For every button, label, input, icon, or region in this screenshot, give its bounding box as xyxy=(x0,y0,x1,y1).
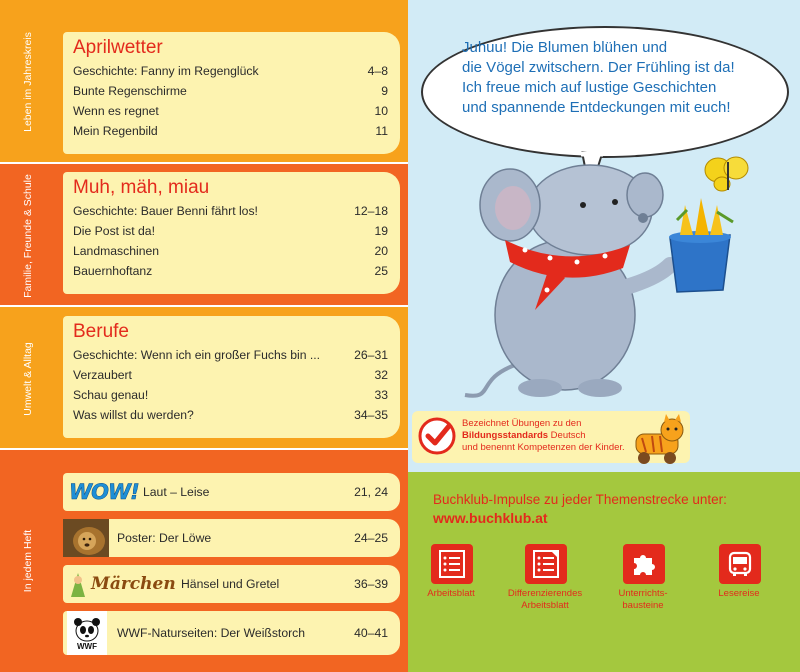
toc-row[interactable] xyxy=(63,101,400,121)
toc-pages: 26–31 xyxy=(354,348,388,362)
toc-label: Die Post ist da! xyxy=(73,224,155,238)
band-divider xyxy=(0,305,408,307)
extra-pages: 21, 24 xyxy=(354,485,388,499)
toc-row[interactable] xyxy=(63,365,400,385)
band-divider xyxy=(0,162,408,164)
extra-label: WWF-Naturseiten: Der Weißstorch xyxy=(117,626,306,640)
extra-label: Laut – Leise xyxy=(143,485,210,499)
section-title: Muh, mäh, miau xyxy=(73,177,210,198)
band-divider xyxy=(0,448,408,450)
band-label-familie: Familie, Freunde & Schule xyxy=(22,173,35,298)
lion-photo-icon xyxy=(63,519,109,557)
differentiated-worksheet-icon[interactable] xyxy=(525,544,567,584)
extra-item-wwf[interactable] xyxy=(63,611,400,655)
section-card-muh-maeh-miau[interactable] xyxy=(63,172,400,294)
toc-label: Was willst du werden? xyxy=(73,408,194,422)
toc-label: Wenn es regnet xyxy=(73,104,159,118)
tile-label-lesereise: Lesereise xyxy=(718,588,760,599)
toc-pages: 10 xyxy=(374,104,388,118)
band-label-jedem-heft: In jedem Heft xyxy=(22,529,35,593)
toc-label: Verzaubert xyxy=(73,368,132,382)
toc-label: Bauernhoftanz xyxy=(73,264,153,278)
toc-pages: 33 xyxy=(374,388,388,402)
toc-row[interactable] xyxy=(63,81,400,101)
toc-pages: 20 xyxy=(374,244,388,258)
extra-label: Hänsel und Gretel xyxy=(181,577,280,591)
section-card-berufe[interactable] xyxy=(63,316,400,438)
toc-row[interactable] xyxy=(63,405,400,425)
toc-row[interactable] xyxy=(63,261,400,281)
wwf-panda-logo-icon: WWF xyxy=(67,611,107,655)
toc-pages: 32 xyxy=(374,368,388,382)
tile-label-arbeitsblatt: Arbeitsblatt xyxy=(427,588,475,599)
extra-item-maerchen[interactable] xyxy=(63,565,400,603)
wow-logo-icon: WOW! xyxy=(69,480,139,504)
extra-pages: 36–39 xyxy=(354,577,388,591)
toc-label: Mein Regenbild xyxy=(73,124,158,138)
toc-row[interactable] xyxy=(63,241,400,261)
toc-row[interactable] xyxy=(63,385,400,405)
toc-label: Bunte Regenschirme xyxy=(73,84,187,98)
extra-pages: 40–41 xyxy=(354,626,388,640)
toc-pages: 11 xyxy=(375,124,388,138)
toc-label: Geschichte: Fanny im Regenglück xyxy=(73,64,259,78)
toc-row[interactable] xyxy=(63,61,400,81)
section-card-aprilwetter[interactable] xyxy=(63,32,400,154)
band-label-umwelt: Umwelt & Alltag xyxy=(22,341,34,416)
butterfly-illustration xyxy=(702,152,754,196)
toc-label: Geschichte: Bauer Benni fährt los! xyxy=(73,204,258,218)
toc-pages: 34–35 xyxy=(354,408,388,422)
checkmark-badge-icon xyxy=(417,416,457,456)
impulse-title: Buchklub-Impulse zu jeder Themenstrecke unter: xyxy=(433,492,727,507)
toc-row[interactable] xyxy=(63,221,400,241)
speech-bubble-text: Juhuu! Die Blumen blühen und die Vögel zwitschern. Der Frühling ist da! Ich freue mich auf lustige Geschichten und spannende Entdeckungen mit euch! xyxy=(462,39,735,116)
toc-label: Schau genau! xyxy=(73,388,149,402)
maerchen-logo-icon: Märchen xyxy=(63,569,181,599)
toc-label: Landmaschinen xyxy=(73,244,160,258)
puzzle-icon[interactable] xyxy=(623,544,665,584)
tile-label-unterrichtsbausteine: Unterrichts- bausteine xyxy=(618,588,668,611)
toc-row[interactable] xyxy=(63,345,400,365)
toc-pages: 19 xyxy=(374,224,388,238)
extra-pages: 24–25 xyxy=(354,531,388,545)
impulse-url-link[interactable]: www.buchklub.at xyxy=(433,510,548,526)
band-label-jahreskreis: Leben im Jahreskreis xyxy=(22,32,35,132)
extra-label: Poster: Der Löwe xyxy=(117,531,212,545)
toc-pages: 25 xyxy=(374,264,388,278)
standards-note-text: Bezeichnet Übungen zu den Bildungsstandards Deutsch und benennt Kompetenzen der Kinder. xyxy=(462,418,625,453)
bus-icon[interactable] xyxy=(719,544,761,584)
section-title: Aprilwetter xyxy=(73,37,163,58)
toc-row[interactable] xyxy=(63,121,400,141)
toc-pages: 12–18 xyxy=(354,204,388,218)
toc-pages: 4–8 xyxy=(367,64,388,78)
extra-item-poster[interactable] xyxy=(63,519,400,557)
worksheet-icon[interactable] xyxy=(431,544,473,584)
toc-pages: 9 xyxy=(381,84,388,98)
extra-item-wow[interactable] xyxy=(63,473,400,511)
toy-cat-illustration xyxy=(632,414,688,466)
toc-row[interactable] xyxy=(63,201,400,221)
tile-label-differenzierendes-arbeitsblatt: Differenzierendes Arbeitsblatt xyxy=(507,588,583,611)
section-title: Berufe xyxy=(73,321,129,342)
toc-label: Geschichte: Wenn ich ein großer Fuchs bin ... xyxy=(73,348,321,362)
